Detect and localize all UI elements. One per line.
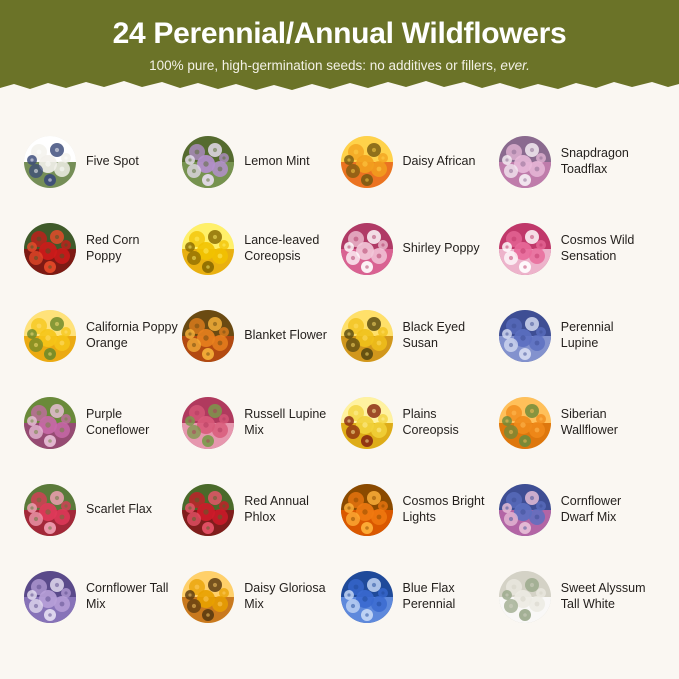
flower-thumbnail-icon [499, 223, 551, 275]
page-subtitle [0, 56, 679, 76]
flower-thumbnail-icon [499, 136, 551, 188]
flower-item[interactable] [499, 292, 657, 379]
flower-thumbnail-icon [182, 397, 234, 449]
flower-thumbnail-icon [24, 397, 76, 449]
flower-name-label: Lemon Mint [244, 153, 310, 168]
flower-name-label: Black Eyed Susan [402, 320, 466, 350]
flower-thumbnail-icon [24, 136, 76, 188]
flower-item[interactable] [341, 553, 499, 640]
flower-name-label: Red Annual Phlox [244, 494, 309, 524]
subtitle-emphasis-text: ever. [500, 58, 530, 73]
flower-thumbnail-icon [341, 223, 393, 275]
flower-item[interactable] [182, 205, 340, 292]
flower-grid [0, 118, 679, 640]
flower-thumbnail-icon [182, 223, 234, 275]
flower-thumbnail-icon [341, 484, 393, 536]
flower-item[interactable] [24, 292, 182, 379]
flower-name-label: California Poppy Orange [86, 320, 178, 350]
flower-name-label: Cornflower Dwarf Mix [560, 494, 622, 524]
flower-name-label: Cosmos Bright Lights [402, 494, 485, 524]
flower-item[interactable] [24, 553, 182, 640]
flower-name-label: Scarlet Flax [86, 501, 152, 516]
flower-name-label: Perennial Lupine [560, 320, 614, 350]
flower-item[interactable] [499, 205, 657, 292]
flower-name-label: Red Corn Poppy [86, 233, 140, 263]
flower-name-label: Blanket Flower [244, 327, 327, 342]
flower-thumbnail-icon [499, 397, 551, 449]
flower-item[interactable] [182, 553, 340, 640]
flower-thumbnail-icon [341, 310, 393, 362]
flower-thumbnail-icon [499, 571, 551, 623]
flower-thumbnail-icon [24, 310, 76, 362]
flower-thumbnail-icon [182, 136, 234, 188]
flower-name-label: Daisy African [402, 153, 476, 168]
flower-item[interactable] [341, 379, 499, 466]
flower-item[interactable] [182, 379, 340, 466]
flower-item[interactable] [182, 292, 340, 379]
header-banner [0, 0, 679, 96]
flower-name-label: Sweet Alyssum Tall White [560, 581, 646, 611]
flower-item[interactable] [499, 379, 657, 466]
flower-name-label: Lance-leaved Coreopsis [244, 233, 320, 263]
subtitle-main-text: 100% pure, high-germination seeds: no additives or fillers, [149, 58, 497, 73]
flower-item[interactable] [341, 292, 499, 379]
flower-item[interactable] [499, 118, 657, 205]
flower-name-label: Blue Flax Perennial [402, 581, 456, 611]
flower-item[interactable] [24, 205, 182, 292]
flower-thumbnail-icon [341, 136, 393, 188]
flower-thumbnail-icon [182, 484, 234, 536]
flower-name-label: Plains Coreopsis [402, 407, 459, 437]
flower-thumbnail-icon [499, 310, 551, 362]
flower-name-label: Russell Lupine Mix [244, 407, 327, 437]
flower-item[interactable] [24, 379, 182, 466]
flower-item[interactable] [24, 118, 182, 205]
flower-item[interactable] [499, 466, 657, 553]
flower-name-label: Shirley Poppy [402, 240, 480, 255]
flower-thumbnail-icon [341, 397, 393, 449]
flower-thumbnail-icon [24, 223, 76, 275]
flower-name-label: Purple Coneflower [86, 407, 150, 437]
flower-item[interactable] [341, 205, 499, 292]
flower-item[interactable] [182, 118, 340, 205]
flower-name-label: Snapdragon Toadflax [560, 146, 629, 176]
flower-thumbnail-icon [499, 484, 551, 536]
flower-item[interactable] [499, 553, 657, 640]
flower-name-label: Cornflower Tall Mix [86, 581, 169, 611]
flower-name-label: Siberian Wallflower [560, 407, 618, 437]
flower-name-label: Daisy Gloriosa Mix [244, 581, 326, 611]
flower-thumbnail-icon [182, 571, 234, 623]
flower-item[interactable] [341, 118, 499, 205]
flower-thumbnail-icon [24, 571, 76, 623]
flower-item[interactable] [182, 466, 340, 553]
page-title: 24 Perennial/Annual Wildflowers [112, 17, 567, 50]
flower-item[interactable] [341, 466, 499, 553]
torn-paper-edge-icon [0, 75, 679, 96]
flower-name-label: Cosmos Wild Sensation [560, 233, 635, 263]
flower-thumbnail-icon [24, 484, 76, 536]
flower-thumbnail-icon [341, 571, 393, 623]
flower-name-label: Five Spot [86, 153, 139, 168]
flower-item[interactable] [24, 466, 182, 553]
flower-thumbnail-icon [182, 310, 234, 362]
